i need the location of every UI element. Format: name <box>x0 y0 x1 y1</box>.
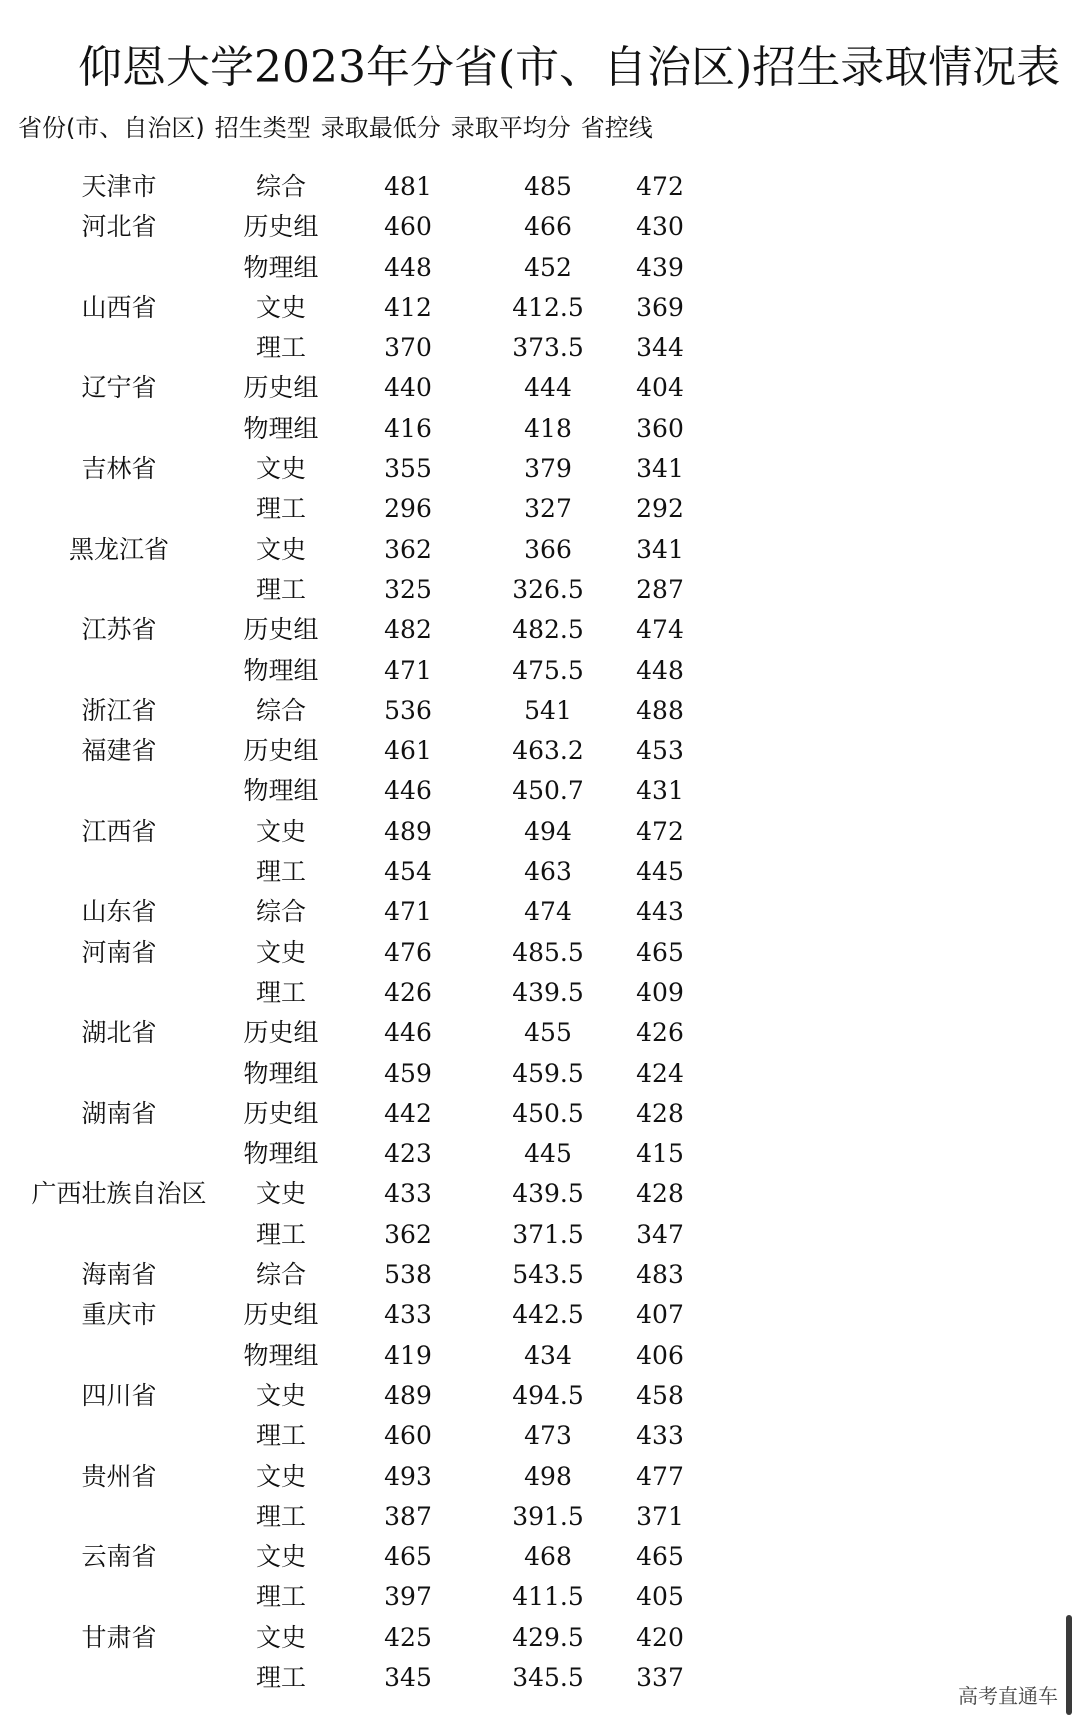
cell-control-line: 428 <box>636 1098 684 1128</box>
cell-avg-score: 485.5 <box>512 937 584 967</box>
cell-type: 文史 <box>255 1179 306 1209</box>
cell-min-score: 471 <box>384 897 432 927</box>
cell-province: 四川省 <box>81 1380 157 1410</box>
cell-avg-score: 494 <box>524 816 572 846</box>
cell-type: 历史组 <box>243 1098 319 1128</box>
cell-type: 理工 <box>255 574 306 604</box>
cell-type: 综合 <box>255 897 306 927</box>
cell-avg-score: 442.5 <box>512 1300 584 1330</box>
table-row <box>0 1376 760 1416</box>
cell-control-line: 426 <box>636 1018 684 1048</box>
cell-avg-score: 473 <box>524 1421 572 1451</box>
header-type: 招生类型 <box>214 114 311 142</box>
cell-type: 文史 <box>255 1622 306 1652</box>
cell-province <box>0 489 238 529</box>
table-row <box>0 1134 760 1174</box>
cell-min-score: 433 <box>384 1300 432 1330</box>
cell-province: 广西壮族自治区 <box>31 1179 207 1209</box>
cell-min-score: 362 <box>384 1219 432 1249</box>
cell-min-score: 433 <box>384 1179 432 1209</box>
cell-min-score: 489 <box>384 1380 432 1410</box>
cell-control-line: 472 <box>636 172 684 201</box>
cell-min-score: 355 <box>384 454 432 484</box>
table-row <box>0 691 760 731</box>
cell-min-score: 412 <box>384 292 432 322</box>
cell-province <box>0 1054 238 1094</box>
header-province: 省份(市、自治区) <box>18 114 205 142</box>
cell-control-line: 445 <box>636 857 684 887</box>
cell-min-score: 442 <box>384 1098 432 1128</box>
cell-province <box>0 248 238 288</box>
cell-type: 综合 <box>255 1260 306 1290</box>
table-row <box>0 852 760 892</box>
cell-type: 历史组 <box>243 212 319 242</box>
cell-control-line: 369 <box>636 292 684 322</box>
cell-avg-score: 474 <box>524 897 572 927</box>
cell-province <box>0 1497 238 1537</box>
cell-min-score: 459 <box>384 1058 432 1088</box>
cell-min-score: 446 <box>384 1018 432 1048</box>
table-row <box>0 1174 760 1214</box>
cell-min-score: 465 <box>384 1542 432 1572</box>
cell-min-score: 476 <box>384 937 432 967</box>
table-row <box>0 1255 760 1295</box>
cell-province: 海南省 <box>81 1260 157 1290</box>
cell-type: 文史 <box>255 454 306 484</box>
table-row <box>0 1497 760 1537</box>
table-row <box>0 449 760 489</box>
cell-min-score: 481 <box>384 172 432 201</box>
cell-province <box>0 409 238 449</box>
cell-avg-score: 463.2 <box>512 736 584 766</box>
cell-type: 文史 <box>255 1542 306 1572</box>
cell-min-score: 538 <box>384 1260 432 1290</box>
cell-avg-score: 379 <box>524 454 572 484</box>
cell-min-score: 345 <box>384 1662 432 1692</box>
cell-control-line: 431 <box>636 776 684 806</box>
cell-control-line: 406 <box>636 1340 684 1370</box>
cell-min-score: 454 <box>384 857 432 887</box>
cell-province <box>0 973 238 1013</box>
cell-control-line: 465 <box>636 1542 684 1572</box>
cell-province: 黑龙江省 <box>68 534 169 564</box>
cell-avg-score: 455 <box>524 1018 572 1048</box>
cell-avg-score: 541 <box>524 695 572 725</box>
table-row <box>0 489 760 529</box>
cell-control-line: 430 <box>636 212 684 242</box>
cell-min-score: 387 <box>384 1501 432 1531</box>
cell-control-line: 428 <box>636 1179 684 1209</box>
cell-province <box>0 1658 238 1698</box>
cell-control-line: 341 <box>636 534 684 564</box>
table-row <box>0 973 760 1013</box>
cell-province <box>0 1416 238 1456</box>
cell-province: 辽宁省 <box>81 373 157 403</box>
cell-min-score: 419 <box>384 1340 432 1370</box>
table-row <box>0 610 760 650</box>
cell-type: 文史 <box>255 816 306 846</box>
cell-avg-score: 366 <box>524 534 572 564</box>
cell-avg-score: 371.5 <box>512 1219 584 1249</box>
cell-avg-score: 412.5 <box>512 292 584 322</box>
table-header <box>18 110 663 146</box>
cell-control-line: 488 <box>636 695 684 725</box>
cell-control-line: 341 <box>636 454 684 484</box>
cell-province: 山东省 <box>81 897 157 927</box>
header-min-score: 录取最低分 <box>320 114 441 142</box>
cell-type: 物理组 <box>243 252 319 282</box>
cell-control-line: 292 <box>636 494 684 524</box>
watermark-text: 高考直通车 <box>958 1684 1058 1708</box>
cell-avg-score: 411.5 <box>512 1582 584 1612</box>
cell-control-line: 371 <box>636 1501 684 1531</box>
cell-min-score: 370 <box>384 333 432 363</box>
cell-province <box>0 852 238 892</box>
cell-avg-score: 345.5 <box>512 1662 584 1692</box>
table-row <box>0 328 760 368</box>
cell-control-line: 439 <box>636 252 684 282</box>
cell-type: 理工 <box>255 1501 306 1531</box>
cell-avg-score: 463 <box>524 857 572 887</box>
cell-min-score: 423 <box>384 1139 432 1169</box>
cell-avg-score: 326.5 <box>512 574 584 604</box>
cell-control-line: 344 <box>636 333 684 363</box>
cell-province <box>0 771 238 811</box>
table-row <box>0 812 760 852</box>
cell-province: 湖南省 <box>81 1098 157 1128</box>
cell-type: 历史组 <box>243 736 319 766</box>
cell-control-line: 424 <box>636 1058 684 1088</box>
cell-type: 历史组 <box>243 1300 319 1330</box>
cell-type: 历史组 <box>243 615 319 645</box>
cell-avg-score: 459.5 <box>512 1058 584 1088</box>
cell-avg-score: 468 <box>524 1542 572 1572</box>
cell-type: 理工 <box>255 1662 306 1692</box>
table-row <box>0 1295 760 1335</box>
table-row <box>0 1658 760 1698</box>
scrollbar[interactable] <box>1066 1615 1072 1715</box>
cell-type: 文史 <box>255 534 306 564</box>
table-row <box>0 933 760 973</box>
cell-avg-score: 445 <box>524 1139 572 1169</box>
cell-avg-score: 475.5 <box>512 655 584 685</box>
cell-avg-score: 391.5 <box>512 1501 584 1531</box>
cell-avg-score: 450.7 <box>512 776 584 806</box>
cell-control-line: 458 <box>636 1380 684 1410</box>
cell-control-line: 347 <box>636 1219 684 1249</box>
cell-type: 综合 <box>255 172 306 201</box>
cell-min-score: 325 <box>384 574 432 604</box>
cell-control-line: 415 <box>636 1139 684 1169</box>
cell-control-line: 360 <box>636 413 684 443</box>
table-row <box>0 1054 760 1094</box>
table-row <box>0 248 760 288</box>
cell-type: 理工 <box>255 977 306 1007</box>
cell-min-score: 536 <box>384 695 432 725</box>
page-title: 仰恩大学2023年分省(市、自治区)招生录取情况表 <box>78 42 1061 93</box>
table-row <box>0 1457 760 1497</box>
cell-type: 物理组 <box>243 413 319 443</box>
cell-type: 历史组 <box>243 1018 319 1048</box>
cell-province: 天津市 <box>81 172 157 201</box>
cell-control-line: 443 <box>636 897 684 927</box>
cell-province <box>0 1134 238 1174</box>
cell-type: 文史 <box>255 937 306 967</box>
cell-control-line: 465 <box>636 937 684 967</box>
cell-province: 浙江省 <box>81 695 157 725</box>
table-row <box>0 207 760 247</box>
cell-province: 河北省 <box>81 212 157 242</box>
cell-control-line: 453 <box>636 736 684 766</box>
cell-control-line: 420 <box>636 1622 684 1652</box>
cell-min-score: 461 <box>384 736 432 766</box>
cell-type: 理工 <box>255 1219 306 1249</box>
cell-type: 物理组 <box>243 776 319 806</box>
cell-province <box>0 328 238 368</box>
cell-type: 理工 <box>255 1421 306 1451</box>
cell-type: 文史 <box>255 292 306 322</box>
cell-control-line: 405 <box>636 1582 684 1612</box>
header-avg-score: 录取平均分 <box>450 114 571 142</box>
cell-avg-score: 434 <box>524 1340 572 1370</box>
cell-min-score: 493 <box>384 1461 432 1491</box>
cell-province: 重庆市 <box>81 1300 157 1330</box>
cell-avg-score: 444 <box>524 373 572 403</box>
table-row <box>0 1416 760 1456</box>
table-row <box>0 409 760 449</box>
cell-control-line: 337 <box>636 1662 684 1692</box>
cell-type: 物理组 <box>243 1139 319 1169</box>
score-table <box>0 167 760 1698</box>
cell-control-line: 407 <box>636 1300 684 1330</box>
table-row <box>0 1618 760 1658</box>
cell-province: 山西省 <box>81 292 157 322</box>
cell-province <box>0 570 238 610</box>
cell-type: 理工 <box>255 857 306 887</box>
cell-min-score: 489 <box>384 816 432 846</box>
cell-min-score: 296 <box>384 494 432 524</box>
cell-min-score: 482 <box>384 615 432 645</box>
cell-control-line: 433 <box>636 1421 684 1451</box>
cell-avg-score: 485 <box>524 172 572 201</box>
cell-avg-score: 543.5 <box>512 1260 584 1290</box>
cell-min-score: 397 <box>384 1582 432 1612</box>
table-row <box>0 1094 760 1134</box>
cell-min-score: 446 <box>384 776 432 806</box>
header-control-line: 省控线 <box>580 114 653 142</box>
cell-min-score: 440 <box>384 373 432 403</box>
cell-type: 理工 <box>255 1582 306 1612</box>
cell-type: 历史组 <box>243 373 319 403</box>
cell-avg-score: 466 <box>524 212 572 242</box>
table-row <box>0 651 760 691</box>
cell-type: 文史 <box>255 1461 306 1491</box>
table-row <box>0 1013 760 1053</box>
cell-province: 湖北省 <box>81 1018 157 1048</box>
table-row <box>0 288 760 328</box>
cell-province: 吉林省 <box>81 454 157 484</box>
cell-min-score: 460 <box>384 212 432 242</box>
cell-type: 综合 <box>255 695 306 725</box>
cell-avg-score: 373.5 <box>512 333 584 363</box>
cell-province <box>0 1336 238 1376</box>
cell-province: 江西省 <box>81 816 157 846</box>
cell-province: 江苏省 <box>81 615 157 645</box>
cell-province: 河南省 <box>81 937 157 967</box>
cell-province <box>0 1577 238 1617</box>
cell-avg-score: 439.5 <box>512 1179 584 1209</box>
cell-control-line: 477 <box>636 1461 684 1491</box>
cell-avg-score: 494.5 <box>512 1380 584 1410</box>
cell-province: 甘肃省 <box>81 1622 157 1652</box>
cell-province: 贵州省 <box>81 1461 157 1491</box>
cell-min-score: 362 <box>384 534 432 564</box>
cell-type: 文史 <box>255 1380 306 1410</box>
table-row <box>0 771 760 811</box>
cell-type: 物理组 <box>243 1058 319 1088</box>
cell-avg-score: 327 <box>524 494 572 524</box>
cell-control-line: 483 <box>636 1260 684 1290</box>
cell-control-line: 404 <box>636 373 684 403</box>
cell-avg-score: 429.5 <box>512 1622 584 1652</box>
table-row <box>0 1215 760 1255</box>
cell-type: 物理组 <box>243 655 319 685</box>
cell-control-line: 474 <box>636 615 684 645</box>
cell-type: 理工 <box>255 494 306 524</box>
cell-avg-score: 439.5 <box>512 977 584 1007</box>
cell-min-score: 460 <box>384 1421 432 1451</box>
cell-type: 理工 <box>255 333 306 363</box>
cell-avg-score: 452 <box>524 252 572 282</box>
cell-province <box>0 651 238 691</box>
cell-min-score: 416 <box>384 413 432 443</box>
cell-control-line: 448 <box>636 655 684 685</box>
cell-province <box>0 1215 238 1255</box>
table-row <box>0 368 760 408</box>
table-row <box>0 731 760 771</box>
table-row <box>0 1336 760 1376</box>
cell-province: 云南省 <box>81 1542 157 1572</box>
table-row <box>0 892 760 932</box>
cell-avg-score: 498 <box>524 1461 572 1491</box>
cell-control-line: 472 <box>636 816 684 846</box>
cell-control-line: 287 <box>636 574 684 604</box>
cell-avg-score: 418 <box>524 413 572 443</box>
cell-min-score: 426 <box>384 977 432 1007</box>
cell-province: 福建省 <box>81 736 157 766</box>
cell-avg-score: 482.5 <box>512 615 584 645</box>
cell-avg-score: 450.5 <box>512 1098 584 1128</box>
cell-control-line: 409 <box>636 977 684 1007</box>
cell-min-score: 471 <box>384 655 432 685</box>
table-row <box>0 530 760 570</box>
table-row <box>0 570 760 610</box>
table-row <box>0 1577 760 1617</box>
cell-min-score: 425 <box>384 1622 432 1652</box>
table-row <box>0 167 760 207</box>
cell-type: 物理组 <box>243 1340 319 1370</box>
table-row <box>0 1537 760 1577</box>
cell-min-score: 448 <box>384 252 432 282</box>
